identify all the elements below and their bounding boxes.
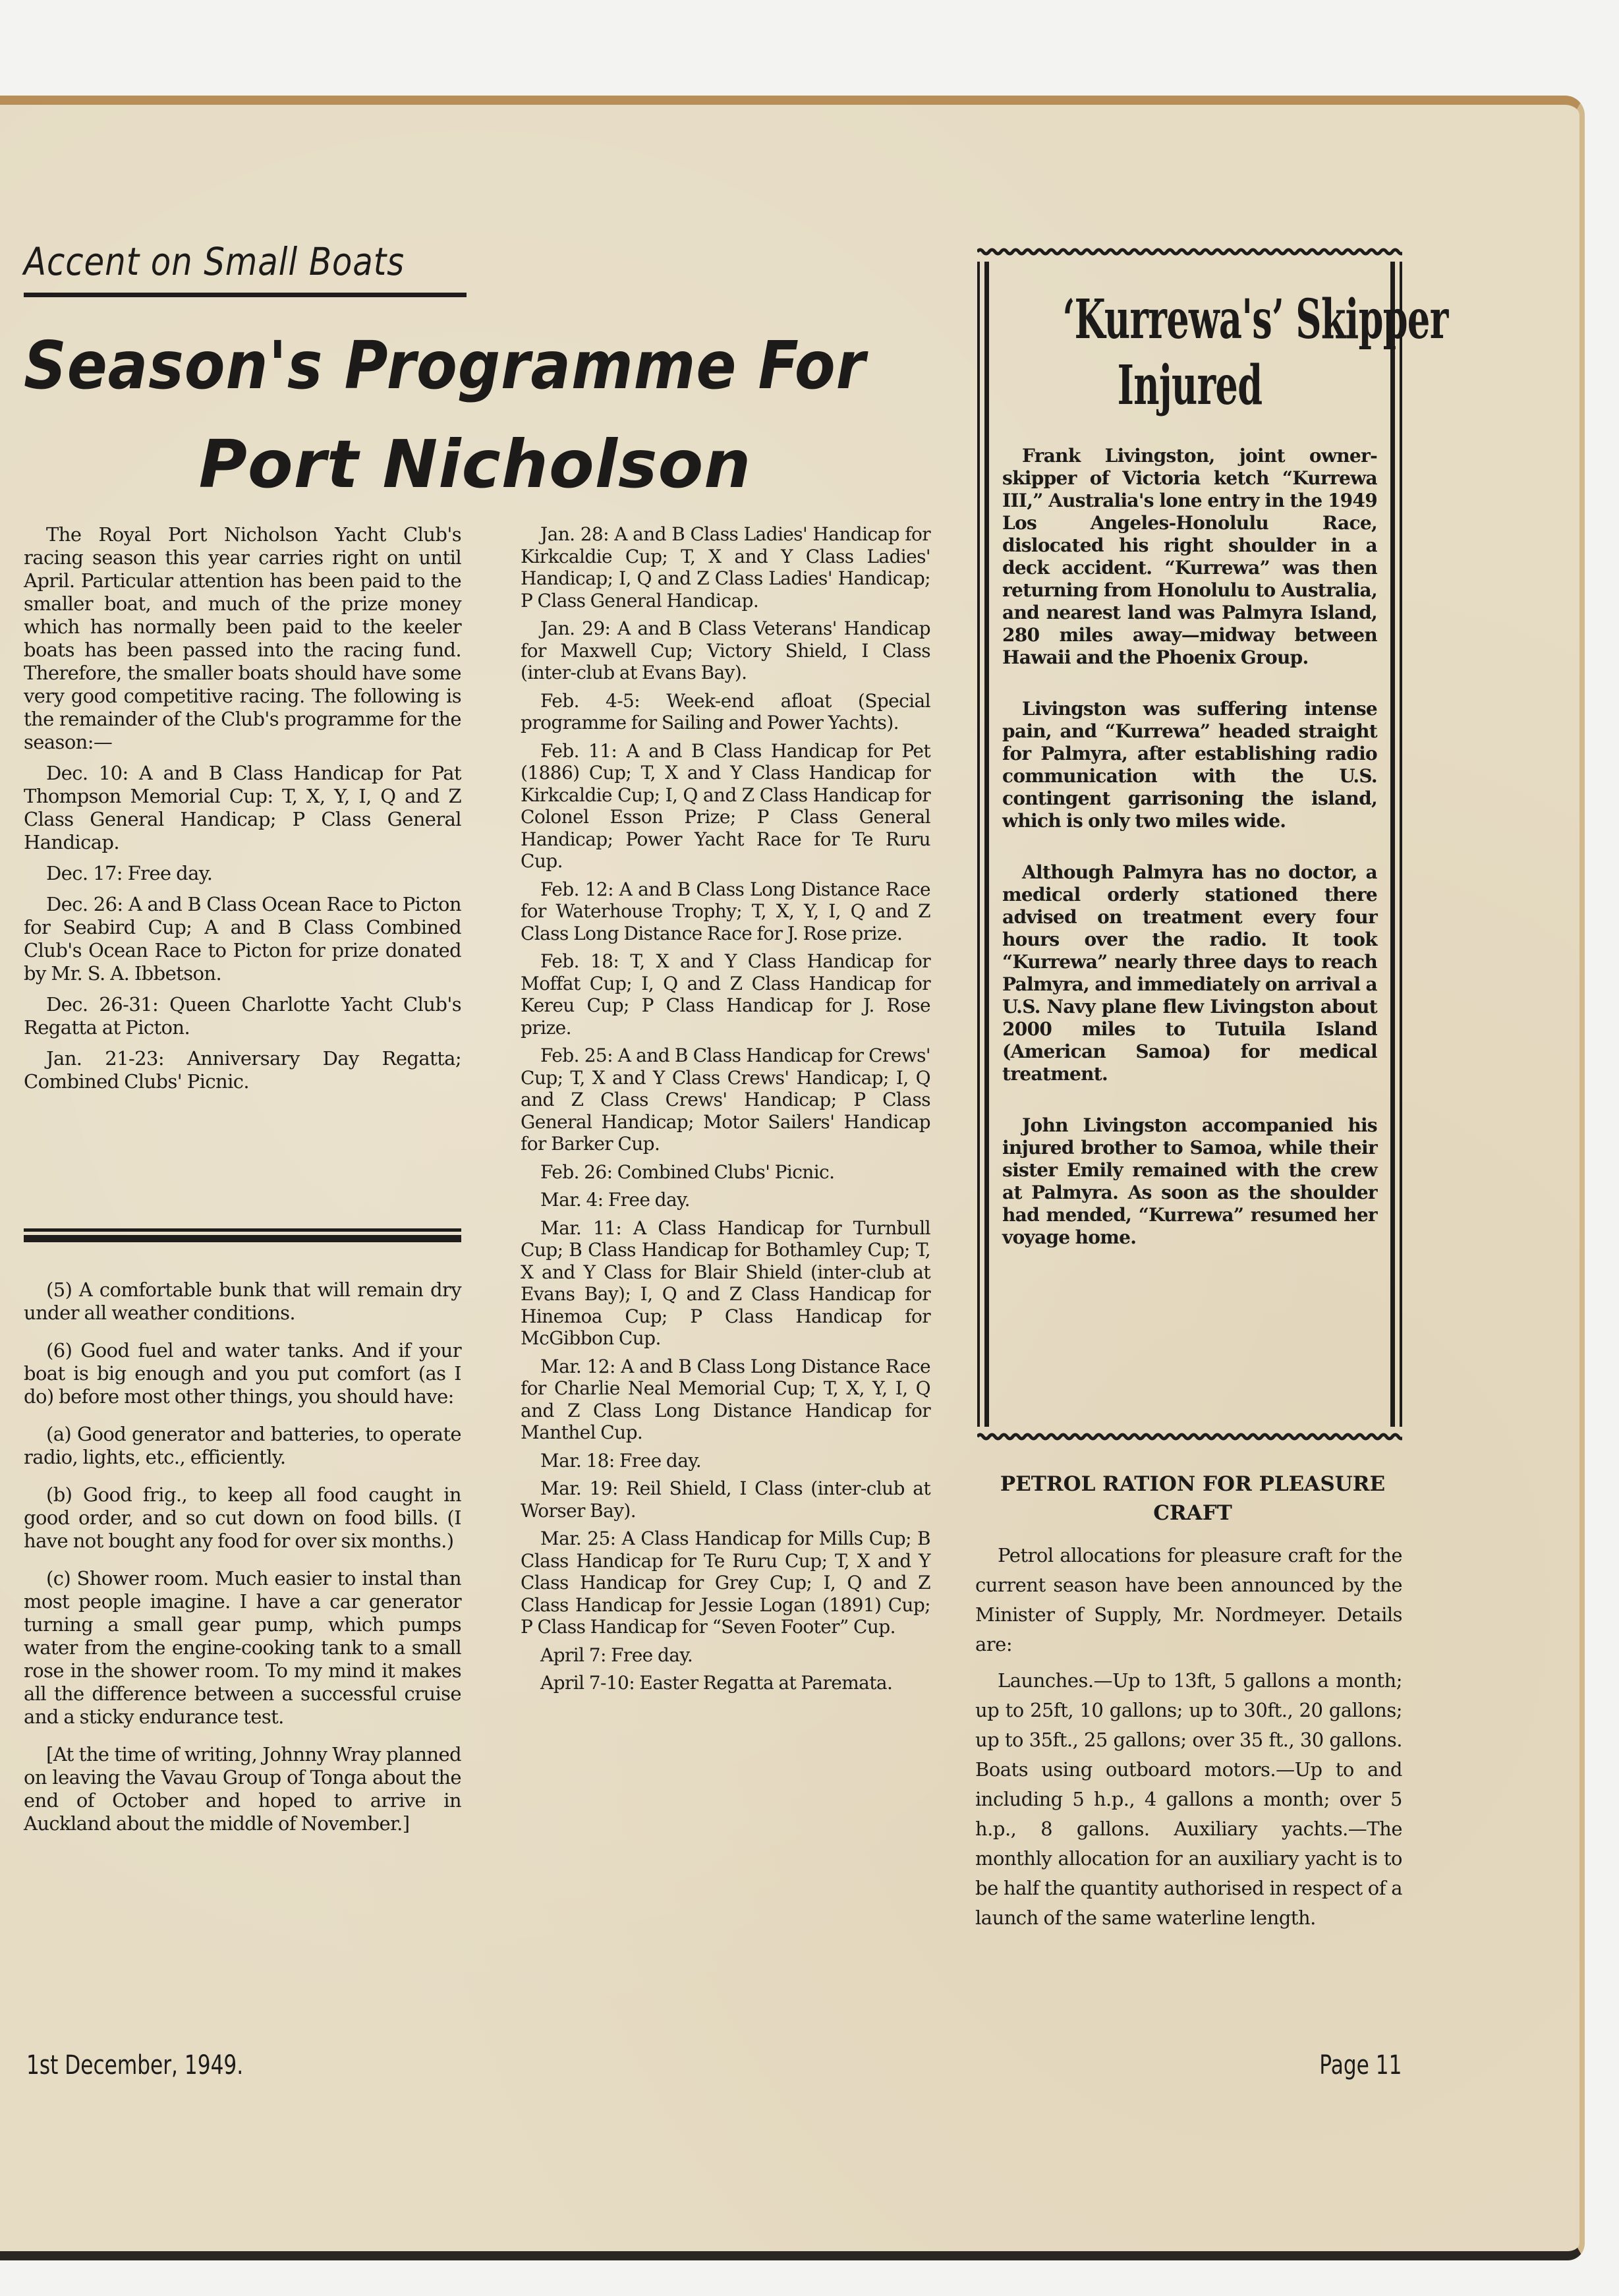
programme-entry: Feb. 11: A and B Class Handicap for Pet (1886) Cup; T, X and Y Class Handicap for Kirkcaldie Cup; I, Q and Z Class Handicap for Colonel Esson Prize; P Class General Handicap; Power Yacht Race for Te Ruru Cup. <box>521 739 930 872</box>
divider-thin-rule <box>24 1228 461 1232</box>
programme-entry: Feb. 18: T, X and Y Class Handicap for Moffat Cup; I, Q and Z Class Handicap for Kereu Cup; P Class Handicap for J. Rose prize. <box>521 950 930 1039</box>
cruise-paragraph: (b) Good frig., to keep all food caught in good order, and so cut down on food bills. (I have not bought any food for over six months.) <box>24 1483 461 1552</box>
box-border-right <box>1390 262 1402 1427</box>
divider-thick-rule <box>24 1235 461 1242</box>
programme-entry: Dec. 17: Free day. <box>46 862 213 884</box>
programme-entry: Feb. 25: A and B Class Handicap for Crews' Cup; T, X and Y Class Crews' Handicap; I, Q and Z Class Crews' Handicap; P Class General Handicap; Motor Sailers' Handicap for Barker Cup. <box>521 1045 930 1155</box>
cruise-paragraph: (5) A comfortable bunk that will remain dry under all weather conditions. <box>24 1278 461 1324</box>
programme-left-column <box>24 523 461 1101</box>
section-kicker: Accent on Small Boats <box>24 239 405 284</box>
programme-entry: Jan. 29: A and B Class Veterans' Handicap for Maxwell Cup; Victory Shield, I Class (inter-club at Evans Bay). <box>521 617 930 683</box>
programme-entry: Dec. 26-31: Queen Charlotte Yacht Club's Regatta at Picton. <box>24 993 461 1039</box>
sidebar-title <box>997 287 1448 418</box>
programme-middle-column <box>521 523 930 1700</box>
programme-entry: Mar. 18: Free day. <box>540 1449 702 1472</box>
petrol-paragraph: Petrol allocations for pleasure craft for the current season have been announced by the Minister of Supply, Mr. Nordmeyer. Details are: <box>975 1544 1402 1655</box>
programme-entry: Dec. 10: A and B Class Handicap for Pat Thompson Memorial Cup: T, X, Y, I, Q and Z Class General Handicap; P Class General Handicap. <box>24 762 461 853</box>
programme-entry: April 7: Free day. <box>540 1644 693 1666</box>
programme-entry: Dec. 26: A and B Class Ocean Race to Picton for Seabird Cup; A and B Class Combined Club's Ocean Race to Picton for prize donated by Mr. S. A. Ibbetson. <box>24 893 461 985</box>
kicker-underline <box>24 293 467 297</box>
programme-intro: The Royal Port Nicholson Yacht Club's racing season this year carries right on until April. Particular attention has been paid to the smaller boat, and much of the prize money which has normally been paid to the keeler boats has been passed into the racing fund. Therefore, the smaller boats should have some very good competitive racing. The following is the remainder of the Club's programme for the season:— <box>24 523 461 753</box>
headline-line-2: Port Nicholson <box>198 426 752 503</box>
sidebar-body <box>1002 445 1377 1278</box>
petrol-article-body <box>975 1541 1402 1939</box>
programme-entry: Mar. 25: A Class Handicap for Mills Cup; B Class Handicap for Te Ruru Cup; T, X and Y Class Handicap for Grey Cup; I, Q and Z Class Handicap for Jessie Logan (1891) Cup; P Class Handicap for “Seven Footer” Cup. <box>521 1528 930 1638</box>
wavy-border-bottom <box>977 1432 1402 1441</box>
cruise-paragraph: [At the time of writing, Johnny Wray planned on leaving the Vavau Group of Tonga about the end of October and hoped to arrive in Auckland about the middle of November.] <box>24 1743 461 1835</box>
petrol-article-heading <box>969 1470 1417 1528</box>
programme-entry: Feb. 26: Combined Clubs' Picnic. <box>540 1161 835 1183</box>
sidebar-paragraph: Frank Livingston, joint owner-skipper of Victoria ketch “Kurrewa III,” Australia's lone entry in the 1949 Los Angeles-Honolulu Race, dislocated his right shoulder in a deck accident. “Kurrewa” was then returning from Honolulu to Australia, and nearest land was Palmyra Island, 280 miles away—midway between Hawaii and the Phoenix Group. <box>1002 445 1377 668</box>
programme-entry: Jan. 28: A and B Class Ladies' Handicap for Kirkcaldie Cup; T, X and Y Class Ladies' Handicap; I, Q and Z Class Ladies' Handicap; P Class General Handicap. <box>521 523 930 612</box>
sidebar-paragraph: Although Palmyra has no doctor, a medical orderly stationed there advised on treatment every four hours over the radio. It took “Kurrewa” nearly three days to reach Palmyra, and immediately on arrival a U.S. Navy plane flew Livingston about 2000 miles to Tutuila Island (American Samoa) for medical treatment. <box>1002 861 1377 1085</box>
wavy-border-top <box>977 247 1402 256</box>
programme-entry: Mar. 12: A and B Class Long Distance Race for Charlie Neal Memorial Cup; T, X, Y, I, Q and Z Class Long Distance Handicap for Manthel Cup. <box>521 1355 930 1443</box>
cruise-paragraph: (6) Good fuel and water tanks. And if your boat is big enough and you put comfort (as I do) before most other things, you should have: <box>24 1339 461 1408</box>
sidebar-title-line-1: ‘Kurrewa's’ Skipper <box>1062 288 1448 351</box>
sidebar-news-box <box>977 247 1448 1441</box>
programme-entry: Jan. 21-23: Anniversary Day Regatta; Combined Clubs' Picnic. <box>24 1047 461 1093</box>
article-divider <box>24 1228 461 1242</box>
footer-page-number: Page 11 <box>1319 2050 1402 2081</box>
footer-date: 1st December, 1949. <box>26 2050 244 2081</box>
programme-entry: April 7-10: Easter Regatta at Paremata. <box>540 1672 893 1694</box>
programme-entry: Mar. 11: A Class Handicap for Turnbull Cup; B Class Handicap for Bothamley Cup; T, X and Y Class for Blair Shield (inter-club at Evans Bay); I, Q and Z Class Handicap for Hinemoa Cup; P Class Handicap for McGibbon Cup. <box>521 1217 930 1349</box>
sidebar-paragraph: Livingston was suffering intense pain, and “Kurrewa” headed straight for Palmyra, after establishing radio communication with the U.S. contingent garrisoning the island, which is only two miles wide. <box>1002 698 1377 832</box>
cruise-article-column <box>24 1278 461 1850</box>
petrol-heading-line-1: PETROL RATION FOR PLEASURE <box>1000 1472 1386 1496</box>
programme-entry: Mar. 4: Free day. <box>540 1189 690 1211</box>
programme-entry: Feb. 12: A and B Class Long Distance Race for Waterhouse Trophy; T, X, Y, I, Q and Z Class Long Distance Race for J. Rose prize. <box>521 878 930 944</box>
headline-line-1: Season's Programme For <box>24 327 866 404</box>
programme-entry: Mar. 19: Reil Shield, I Class (inter-club at Worser Bay). <box>521 1478 930 1522</box>
programme-entry: Feb. 4-5: Week-end afloat (Special programme for Sailing and Power Yachts). <box>521 689 930 733</box>
petrol-paragraph: Launches.—Up to 13ft, 5 gallons a month; up to 25ft, 10 gallons; up to 30ft., 20 gallons; up to 35ft., 25 gallons; over 35 ft., 30 gallons. Boats using outboard motors.—Up to and including 5 h.p., 4 gallons a month; over 5 h.p., 8 gallons. Auxiliary yachts.—The monthly allocation for an auxiliary yacht is to be half the quantity authorised in respect of a launch of the same waterline length. <box>975 1669 1402 1929</box>
cruise-paragraph: (a) Good generator and batteries, to operate radio, lights, etc., efficiently. <box>24 1423 461 1468</box>
cruise-paragraph: (c) Shower room. Much easier to instal than most people imagine. I have a car generator turning a small gear pump, which pumps water from the engine-cooking tank to a small rose in the shower room. To my mind it makes all the difference between a successful cruise and a sticky endurance test. <box>24 1567 461 1728</box>
petrol-heading-line-2: CRAFT <box>1153 1501 1232 1525</box>
sidebar-title-line-2: Injured <box>1117 354 1263 417</box>
sidebar-paragraph: John Livingston accompanied his injured brother to Samoa, while their sister Emily remained with the crew at Palmyra. As soon as the shoulder had mended, “Kurrewa” resumed her voyage home. <box>1002 1114 1377 1248</box>
box-border-left <box>977 262 989 1427</box>
headline <box>24 316 874 514</box>
